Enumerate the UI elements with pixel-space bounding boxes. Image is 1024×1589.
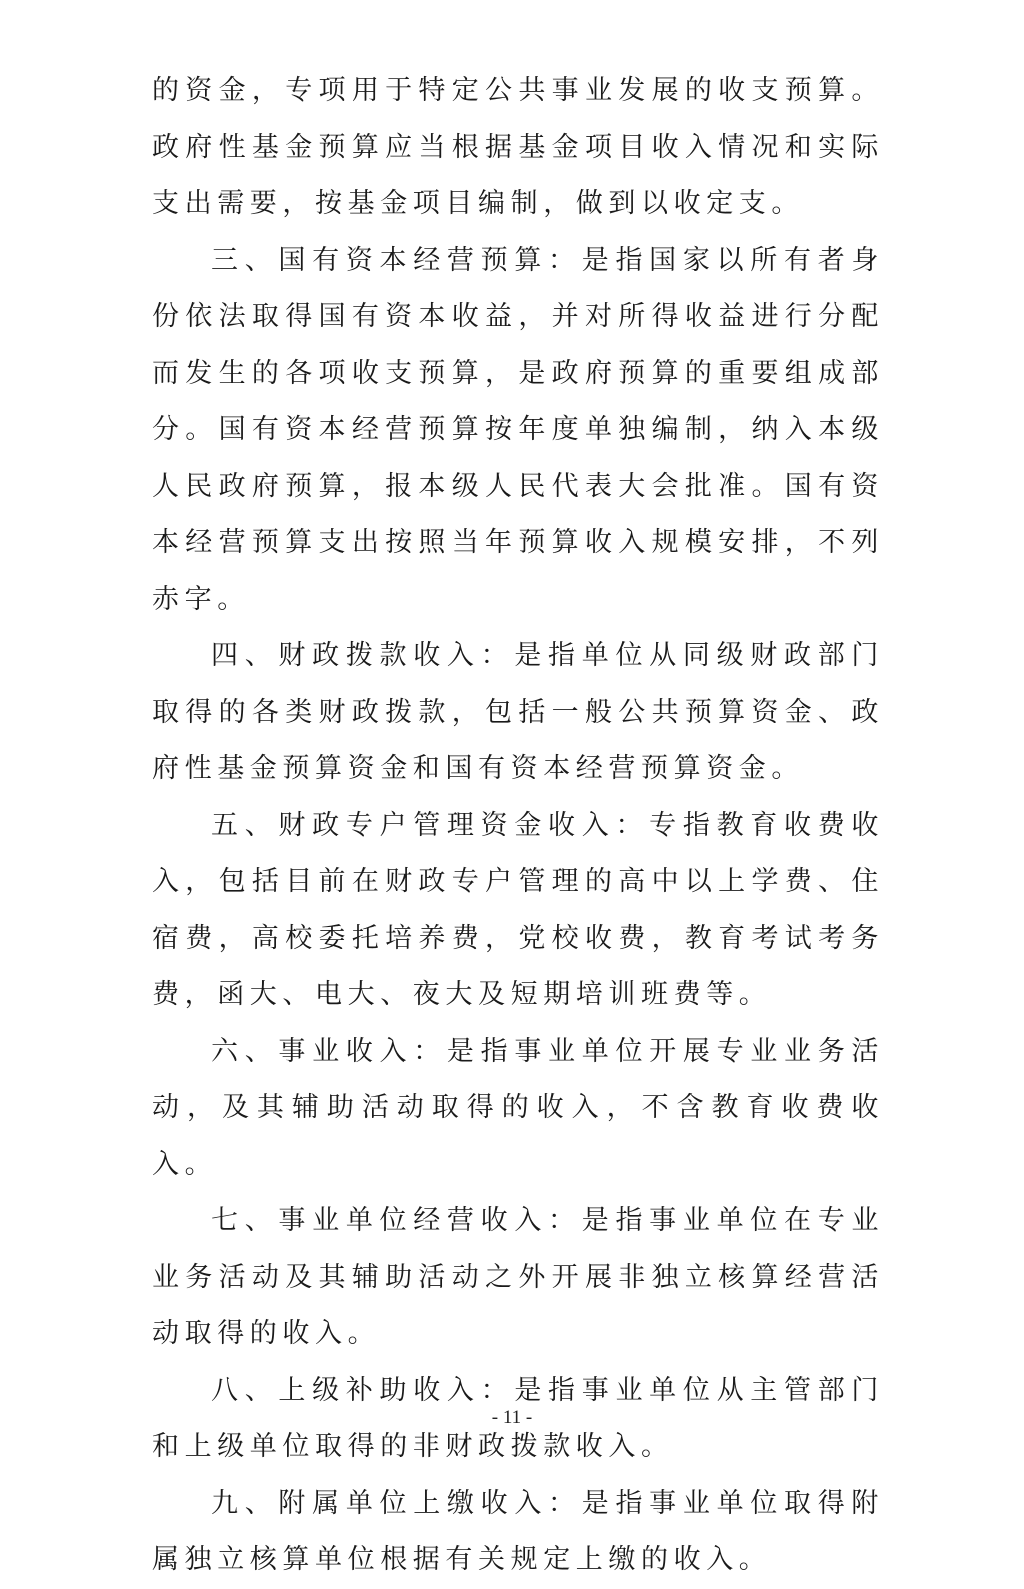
paragraph-special-account-income: 五、财政专户管理资金收入：专指教育收费收入，包括目前在财政专户管理的高中以上学费、住宿费，高校委托培养费，党校收费，教育考试考务费，函大、电大、夜大及短期培训班费等。	[152, 809, 884, 1010]
paragraph-state-capital-budget: 三、国有资本经营预算：是指国家以所有者身份依法取得国有资本收益，并对所得收益进行分配而发生的各项收支预算，是政府预算的重要组成部分。国有资本经营预算按年度单独编制，纳入本级人民政府预算，报本级人民代表大会批准。国有资本经营预算支出按照当年预算收入规模安排，不列赤字。	[152, 244, 884, 615]
paragraph-superior-subsidy-income: 八、上级补助收入：是指事业单位从主管部门和上级单位取得的非财政拨款收入。	[152, 1374, 884, 1462]
paragraph-continuation: 的资金，专项用于特定公共事业发展的收支预算。政府性基金预算应当根据基金项目收入情况和实际支出需要，按基金项目编制，做到以收定支。	[152, 75, 884, 219]
paragraph-business-income: 六、事业收入：是指事业单位开展专业业务活动，及其辅助活动取得的收入，不含教育收费收入。	[152, 1035, 884, 1180]
paragraph-operating-income: 七、事业单位经营收入：是指事业单位在专业业务活动及其辅助活动之外开展非独立核算经营活动取得的收入。	[152, 1205, 884, 1349]
document-body	[152, 63, 884, 1589]
page-number: - 11 -	[491, 1407, 533, 1428]
paragraph-fiscal-appropriation-income: 四、财政拨款收入：是指单位从同级财政部门取得的各类财政拨款，包括一般公共预算资金、政府性基金预算资金和国有资本经营预算资金。	[152, 640, 884, 784]
paragraph-subsidiary-remittance-income: 九、附属单位上缴收入：是指事业单位取得附属独立核算单位根据有关规定上缴的收入。	[152, 1487, 884, 1575]
